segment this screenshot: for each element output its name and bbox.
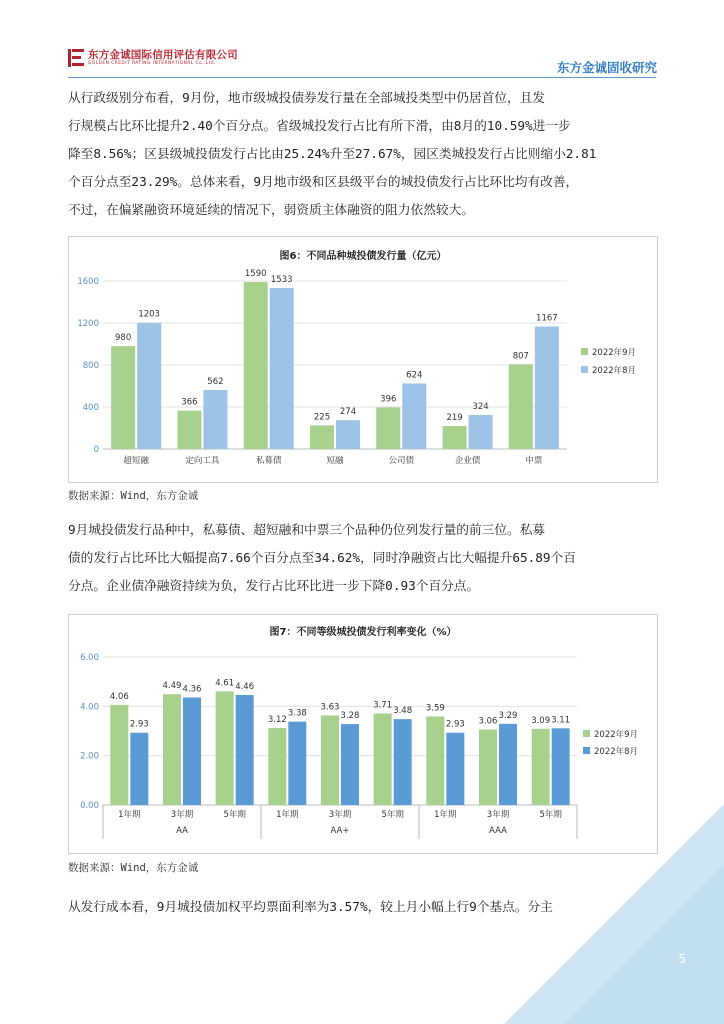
bar	[270, 288, 294, 449]
header-divider	[68, 77, 656, 78]
bar	[111, 346, 135, 449]
data-label: 3.59	[425, 703, 445, 714]
chart6-canvas	[69, 237, 657, 482]
bar	[203, 390, 227, 449]
data-label: 3.11	[551, 715, 571, 726]
y-tick-label: 1200	[77, 319, 99, 329]
bar	[268, 728, 286, 805]
legend-swatch	[583, 747, 590, 754]
x-tick-label: 1年期	[118, 810, 141, 820]
y-tick-label: 400	[82, 403, 99, 413]
y-tick-label: 4.00	[80, 702, 99, 713]
x-tick-label: 企业债	[454, 456, 481, 466]
bar	[288, 722, 306, 805]
x-tick-label: 3年期	[486, 810, 510, 820]
data-label: 3.12	[267, 715, 287, 726]
legend-swatch	[581, 366, 588, 373]
data-label: 274	[339, 407, 357, 418]
data-label: 219	[446, 413, 463, 424]
x-tick-label: 5年期	[223, 810, 246, 820]
data-label: 3.71	[373, 700, 393, 711]
text-line: 降至8.56%；区县级城投债发行占比由25.24%升至27.67%，园区类城投发行占比则缩小2.81	[68, 146, 597, 161]
bar	[374, 713, 392, 805]
logo-name-cn: 东方金诚国际信用评估有限公司	[88, 49, 238, 61]
header-title: 东方金诚固收研究	[556, 60, 657, 75]
page-number: 5	[678, 952, 686, 966]
data-source-note: 数据来源：Wind，东方金诚	[68, 490, 199, 502]
corner-decoration	[504, 804, 724, 1024]
data-label: 3.63	[320, 702, 340, 713]
data-label: 3.38	[287, 708, 307, 719]
x-tick-label: 1年期	[276, 810, 299, 820]
bar	[183, 697, 201, 805]
data-label: 1533	[270, 275, 293, 286]
data-label: 4.49	[162, 681, 182, 692]
bar	[336, 420, 360, 449]
bar	[110, 705, 128, 805]
chart-issuance-by-type	[68, 236, 658, 483]
data-label: 3.48	[393, 706, 413, 717]
x-tick-label: 短融	[326, 456, 344, 466]
bar	[469, 415, 493, 449]
legend-label: 2022年8月	[592, 366, 637, 376]
bar	[402, 383, 426, 449]
logo-name-en: GOLDEN CREDIT RATING INTERNATIONAL Co.,Ltd.	[88, 61, 216, 66]
data-label: 3.09	[531, 715, 551, 726]
data-label: 4.36	[182, 684, 202, 695]
bar	[532, 729, 550, 805]
legend-label: 2022年9月	[594, 730, 639, 740]
data-label: 1590	[244, 269, 267, 280]
text-line: 个百分点至23.29%。总体来看，9月地市级和区县级平台的城投债发行占比环比均有改善，	[68, 174, 579, 189]
x-tick-label: 定向工具	[185, 456, 220, 466]
bar	[499, 724, 517, 805]
legend-label: 2022年8月	[594, 747, 639, 757]
text-line: 分点。企业债净融资持续为负，发行占比环比进一步下降0.93个百分点。	[68, 578, 480, 593]
chart-title: 图7：不同等级城投债发行利率变化（%）	[269, 627, 457, 638]
bar	[509, 364, 533, 449]
bar	[443, 426, 467, 449]
text-line: 债的发行占比环比大幅提高7.66个百分点至34.62%，同时净融资占比大幅提升65.89个百	[68, 550, 576, 565]
x-tick-label: 超短融	[123, 456, 149, 466]
bar	[426, 716, 444, 805]
bar	[177, 411, 201, 449]
data-label: 807	[512, 351, 529, 362]
bar	[376, 407, 400, 449]
company-logo-icon	[68, 49, 84, 67]
data-label: 1203	[138, 309, 160, 320]
legend-swatch	[583, 730, 590, 737]
chart-title: 图6：不同品种城投债发行量（亿元）	[279, 251, 447, 262]
bar	[163, 694, 181, 805]
legend-label: 2022年9月	[592, 348, 637, 358]
y-tick-label: 1600	[77, 277, 99, 287]
x-tick-label: 1年期	[434, 810, 457, 820]
bar	[552, 728, 570, 805]
bar	[394, 719, 412, 805]
data-label: 3.06	[478, 716, 498, 727]
text-line: 9月城投债发行品种中，私募债、超短融和中票三个品种仍位列发行量的前三位。私募	[68, 522, 546, 537]
data-label: 366	[181, 397, 198, 408]
legend-swatch	[581, 348, 588, 355]
bar	[236, 695, 254, 805]
bar	[216, 691, 234, 805]
text-line: 不过，在偏紧融资环境延续的情况下，弱资质主体融资的阻力依然较大。	[68, 202, 474, 217]
y-tick-label: 6.00	[80, 653, 99, 663]
data-label: 4.46	[235, 681, 255, 692]
bar	[479, 730, 497, 805]
data-label: 1167	[536, 313, 558, 324]
data-label: 562	[207, 376, 224, 387]
paragraph-admin-level	[68, 84, 656, 224]
y-tick-label: 0.00	[80, 801, 99, 811]
data-label: 3.29	[498, 710, 518, 721]
bar	[321, 715, 339, 805]
group-label: AA+	[330, 826, 350, 836]
data-source-note: 数据来源：Wind，东方金诚	[68, 862, 199, 874]
x-tick-label: 5年期	[539, 810, 562, 820]
data-label: 4.06	[109, 691, 129, 702]
company-logo	[68, 49, 238, 67]
x-tick-label: 3年期	[170, 810, 194, 820]
bar	[341, 724, 359, 805]
data-label: 225	[313, 412, 331, 423]
data-label: 980	[115, 333, 132, 344]
data-label: 3.28	[340, 711, 360, 722]
group-label: AAA	[489, 826, 507, 836]
x-tick-label: 私募债	[255, 456, 282, 466]
bar	[535, 326, 559, 449]
bar	[244, 282, 268, 449]
text-line: 行规模占比环比提升2.40个百分点。省级城投发行占比有所下滑，由8月的10.59%进一步	[68, 118, 571, 133]
data-label: 624	[406, 370, 423, 381]
data-label: 324	[472, 401, 489, 412]
y-tick-label: 0	[93, 445, 99, 455]
x-tick-label: 5年期	[381, 810, 404, 820]
data-label: 2.93	[445, 719, 465, 730]
bar	[137, 323, 161, 449]
y-tick-label: 800	[82, 361, 99, 371]
group-label: AA	[176, 826, 188, 836]
bar	[130, 733, 148, 805]
data-label: 2.93	[129, 719, 149, 730]
text-line: 从行政级别分布看，9月份，地市级城投债券发行量在全部城投类型中仍居首位，且发	[68, 90, 546, 105]
y-tick-label: 2.00	[80, 751, 99, 762]
page-header	[0, 0, 724, 80]
bar	[310, 425, 334, 449]
x-tick-label: 中票	[525, 456, 543, 466]
bar	[446, 733, 464, 805]
x-tick-label: 3年期	[328, 810, 352, 820]
data-label: 4.61	[215, 678, 235, 689]
data-label: 396	[380, 394, 397, 405]
x-tick-label: 公司债	[388, 456, 415, 466]
text-line: 从发行成本看，9月城投债加权平均票面利率为3.57%，较上月小幅上行9个基点。分主	[68, 899, 553, 914]
paragraph-bond-types	[68, 516, 656, 600]
